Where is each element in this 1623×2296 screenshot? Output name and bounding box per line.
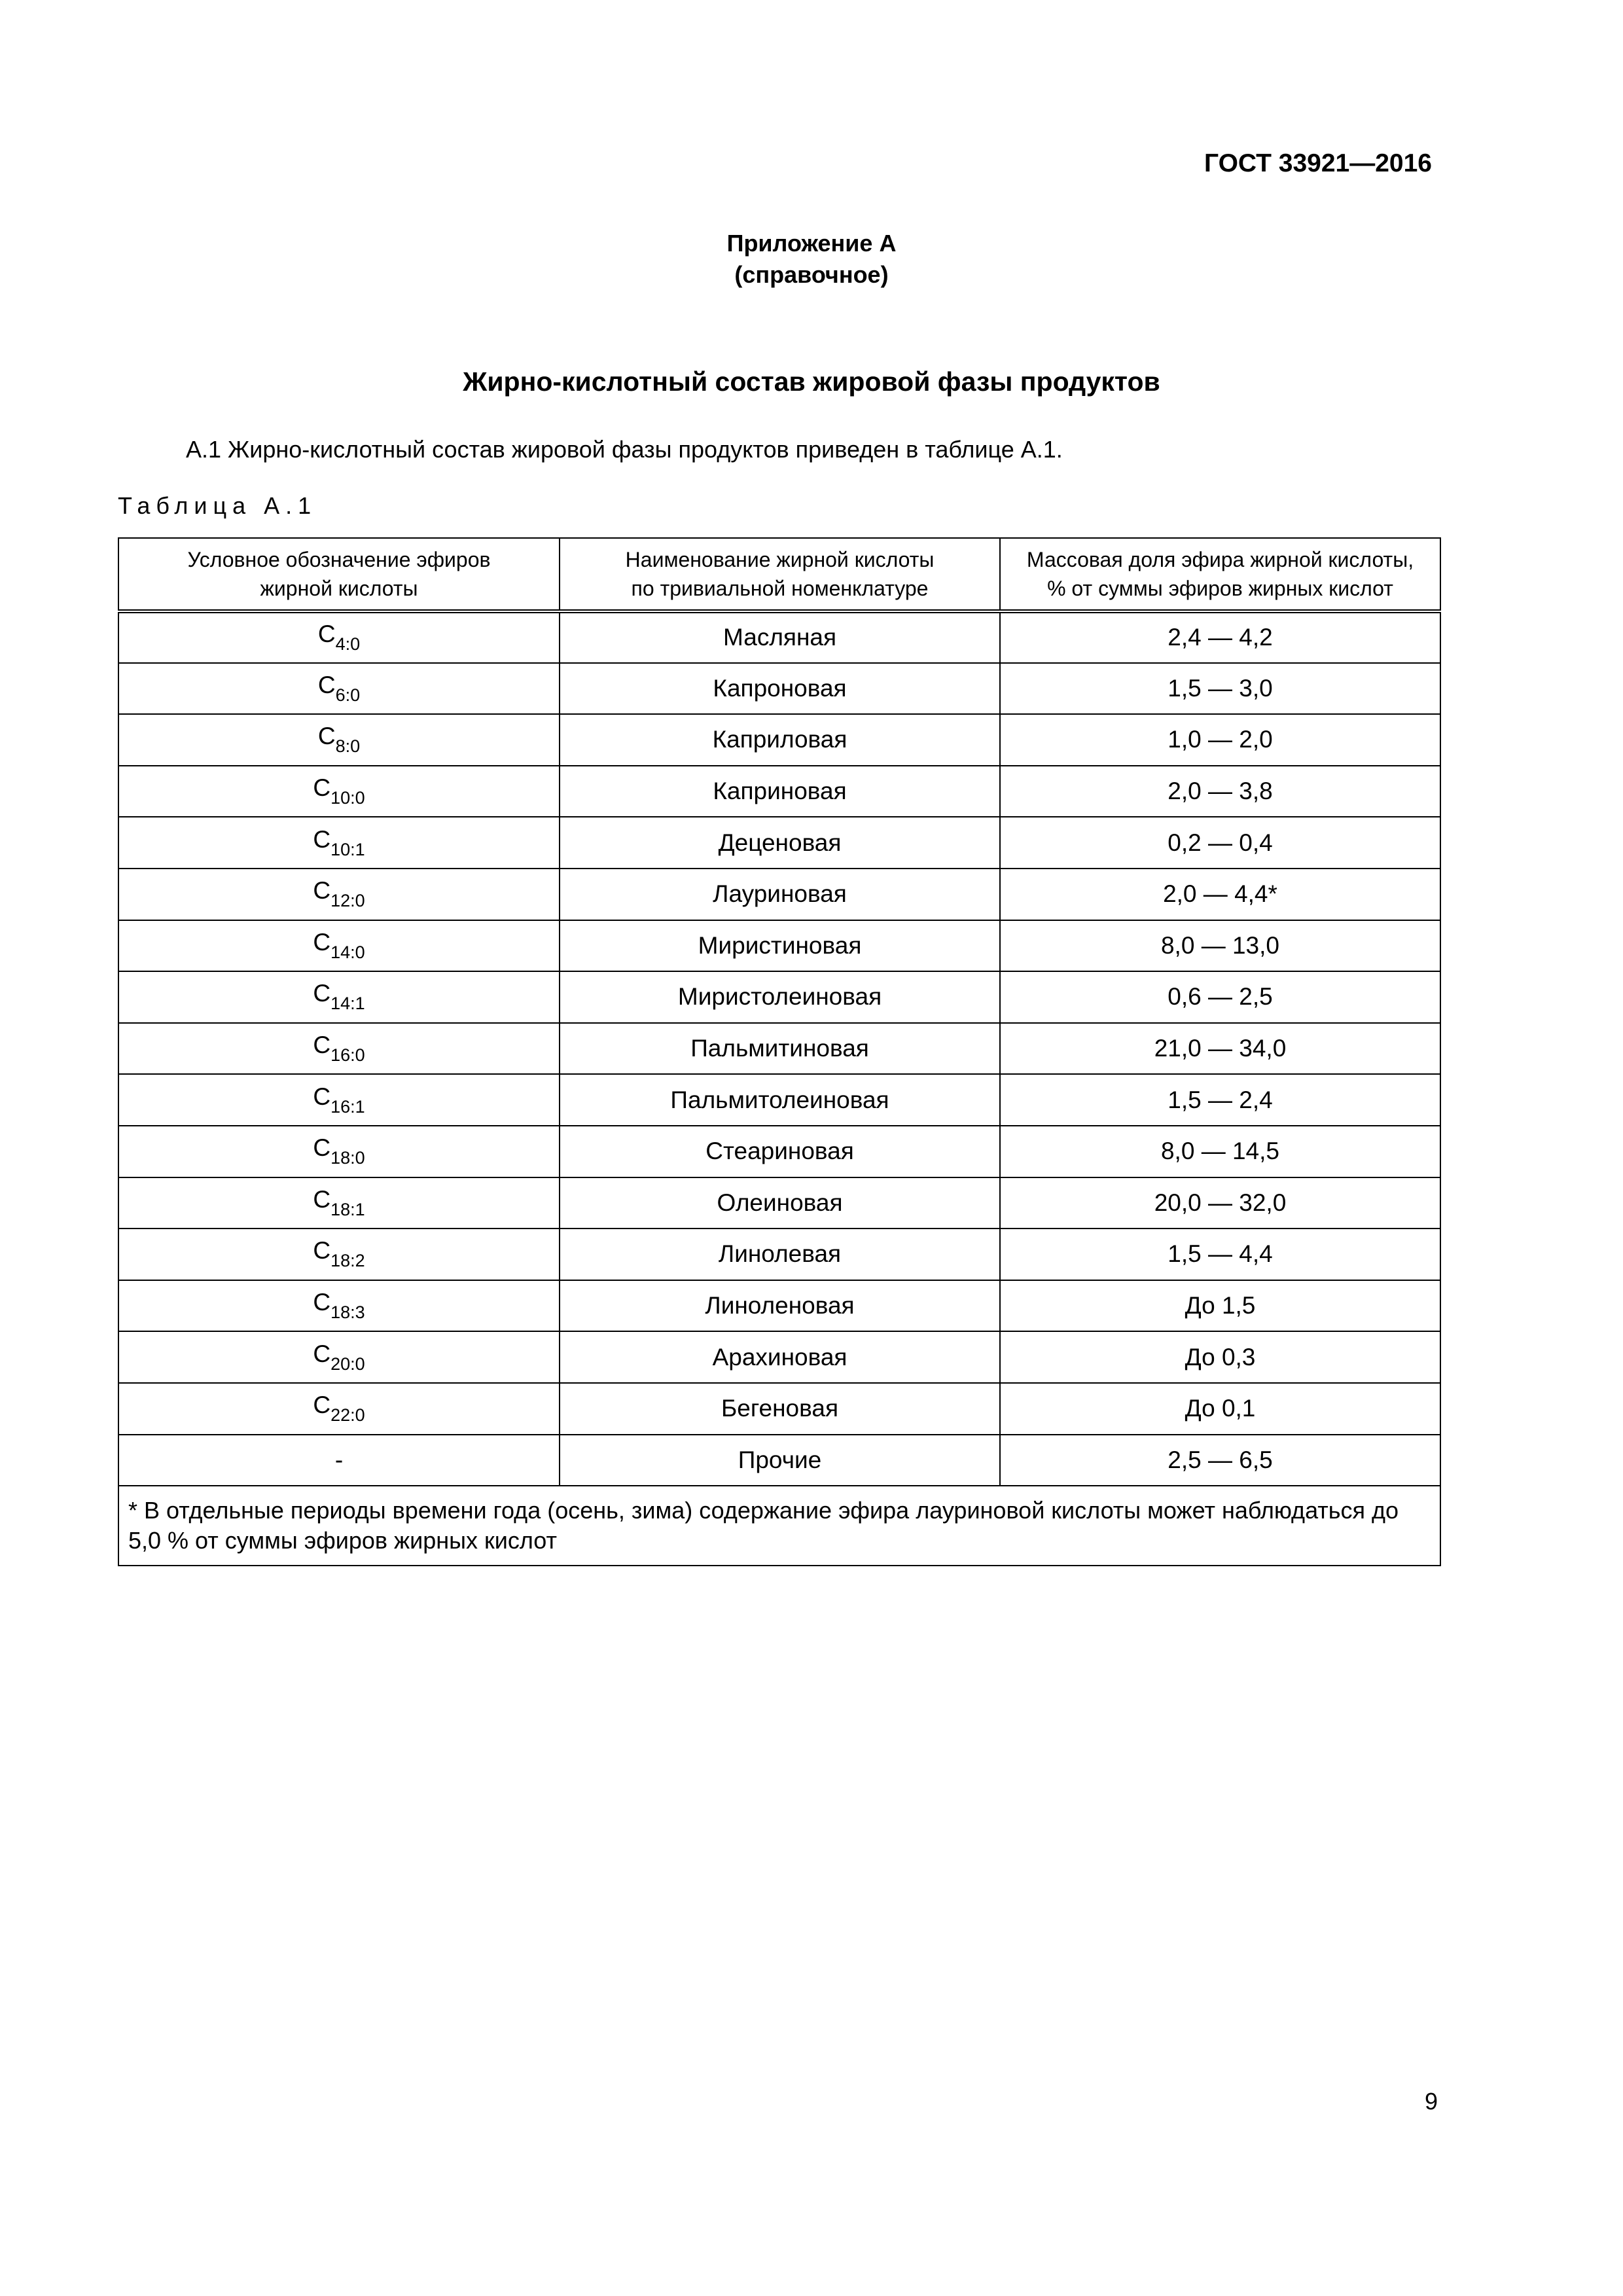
acid-code-cell <box>118 611 560 663</box>
mass-fraction-cell: 1,5 — 3,0 <box>1000 663 1440 715</box>
document-code: ГОСТ 33921—2016 <box>1204 149 1432 177</box>
acid-code-cell <box>118 1074 560 1126</box>
acid-code: С <box>313 1185 331 1213</box>
column-header-line: Наименование жирной кислоты <box>625 548 935 571</box>
acid-code: С <box>313 774 331 802</box>
acid-code-subscript: 16:0 <box>330 1045 365 1066</box>
column-header-line: по тривиальной номенклатуре <box>631 577 929 600</box>
table-row <box>118 1074 1440 1126</box>
acid-code-subscript: 4:0 <box>335 634 361 655</box>
acid-code: С <box>313 1031 331 1059</box>
acid-code-subscript: 18:2 <box>330 1251 365 1271</box>
acid-code: С <box>313 1237 331 1265</box>
acid-code: С <box>313 877 331 905</box>
appendix-title: Приложение А <box>726 230 897 257</box>
acid-code-subscript: 10:1 <box>330 839 365 859</box>
table-footnote-row <box>118 1486 1440 1566</box>
column-header-line: жирной кислоты <box>260 577 418 600</box>
acid-code: С <box>317 671 336 698</box>
acid-code: С <box>317 723 336 750</box>
table-row <box>118 714 1440 766</box>
section-title: Жирно-кислотный состав жировой фазы продуктов <box>463 367 1160 397</box>
table-header-row <box>118 538 1440 611</box>
appendix-subtitle: (справочное) <box>734 261 889 288</box>
mass-fraction-cell: 2,0 — 3,8 <box>1000 766 1440 817</box>
mass-fraction-cell: 2,4 — 4,2 <box>1000 611 1440 663</box>
mass-fraction-cell: 2,0 — 4,4* <box>1000 869 1440 920</box>
acid-code-cell <box>118 817 560 869</box>
table-row <box>118 920 1440 972</box>
acid-code-cell <box>118 1383 560 1435</box>
acid-code-subscript: 14:1 <box>330 994 365 1014</box>
acid-code-subscript: 18:0 <box>330 1148 365 1168</box>
acid-code-cell <box>118 663 560 715</box>
acid-name-cell: Прочие <box>560 1435 1000 1486</box>
column-header-line: % от суммы эфиров жирных кислот <box>1047 577 1393 600</box>
table-row <box>118 1435 1440 1486</box>
table-row <box>118 611 1440 663</box>
table-row <box>118 663 1440 715</box>
appendix-heading <box>0 228 1623 291</box>
table-caption: Таблица А.1 <box>118 492 317 519</box>
acid-name-cell: Бегеновая <box>560 1383 1000 1435</box>
acid-name-cell: Деценовая <box>560 817 1000 869</box>
table-row <box>118 1177 1440 1229</box>
acid-name-cell: Лауриновая <box>560 869 1000 920</box>
acid-name-cell: Линоленовая <box>560 1280 1000 1332</box>
acid-code-cell <box>118 766 560 817</box>
acid-code: С <box>313 928 331 956</box>
column-header-value <box>1000 538 1440 611</box>
page-number: 9 <box>1424 2088 1438 2115</box>
table-row <box>118 971 1440 1023</box>
mass-fraction-cell: 1,0 — 2,0 <box>1000 714 1440 766</box>
table-row <box>118 1280 1440 1332</box>
acid-code: С <box>313 1083 331 1110</box>
column-header-line: Массовая доля эфира жирной кислоты, <box>1026 548 1414 571</box>
acid-code-cell <box>118 1229 560 1280</box>
acid-name-cell: Миристиновая <box>560 920 1000 972</box>
acid-code: С <box>313 980 331 1007</box>
table-row <box>118 1383 1440 1435</box>
acid-name-cell: Каприловая <box>560 714 1000 766</box>
acid-name-cell: Стеариновая <box>560 1126 1000 1177</box>
mass-fraction-cell: 0,2 — 0,4 <box>1000 817 1440 869</box>
acid-code: С <box>313 1134 331 1162</box>
column-header-line: Условное обозначение эфиров <box>187 548 491 571</box>
column-header-code <box>118 538 560 611</box>
acid-code-cell <box>118 869 560 920</box>
acid-code: С <box>313 1391 331 1419</box>
acid-code-subscript: 22:0 <box>330 1405 365 1426</box>
acid-code-cell <box>118 971 560 1023</box>
mass-fraction-cell: До 0,1 <box>1000 1383 1440 1435</box>
acid-code-subscript: 20:0 <box>330 1354 365 1374</box>
acid-code: С <box>313 1289 331 1316</box>
acid-code-subscript: 14:0 <box>330 942 365 962</box>
acid-name-cell: Каприновая <box>560 766 1000 817</box>
acid-code-cell <box>118 1126 560 1177</box>
mass-fraction-cell: 8,0 — 14,5 <box>1000 1126 1440 1177</box>
table-row <box>118 869 1440 920</box>
acid-name-cell: Олеиновая <box>560 1177 1000 1229</box>
table-row <box>118 1023 1440 1075</box>
acid-code-cell <box>118 1023 560 1075</box>
acid-code-cell <box>118 714 560 766</box>
acid-code: - <box>334 1446 344 1473</box>
acid-code-subscript: 10:0 <box>330 788 365 808</box>
acid-code-subscript: 18:3 <box>330 1302 365 1323</box>
acid-code-subscript: 18:1 <box>330 1199 365 1219</box>
acid-name-cell: Капроновая <box>560 663 1000 715</box>
mass-fraction-cell: 8,0 — 13,0 <box>1000 920 1440 972</box>
mass-fraction-cell: До 0,3 <box>1000 1331 1440 1383</box>
mass-fraction-cell: 1,5 — 4,4 <box>1000 1229 1440 1280</box>
table-footnote: * В отдельные периоды времени года (осень, зима) содержание эфира лауриновой кислоты может наблюдаться до 5,0 % от суммы эфиров жирных кислот <box>118 1486 1440 1566</box>
acid-code-cell <box>118 1177 560 1229</box>
acid-code-cell <box>118 920 560 972</box>
acid-code: С <box>313 825 331 853</box>
fatty-acid-table <box>118 537 1441 1566</box>
acid-name-cell: Пальмитолеиновая <box>560 1074 1000 1126</box>
acid-code-cell <box>118 1280 560 1332</box>
table-row <box>118 1229 1440 1280</box>
mass-fraction-cell: 2,5 — 6,5 <box>1000 1435 1440 1486</box>
acid-code: С <box>317 620 336 648</box>
table-row <box>118 817 1440 869</box>
acid-name-cell: Арахиновая <box>560 1331 1000 1383</box>
acid-name-cell: Масляная <box>560 611 1000 663</box>
acid-code-cell <box>118 1435 560 1486</box>
mass-fraction-cell: До 1,5 <box>1000 1280 1440 1332</box>
table-row <box>118 766 1440 817</box>
acid-code-subscript: 12:0 <box>330 891 365 911</box>
acid-name-cell: Миристолеиновая <box>560 971 1000 1023</box>
acid-code-subscript: 16:1 <box>330 1096 365 1117</box>
mass-fraction-cell: 21,0 — 34,0 <box>1000 1023 1440 1075</box>
acid-code-subscript: 6:0 <box>335 685 361 705</box>
intro-paragraph: А.1 Жирно-кислотный состав жировой фазы продуктов приведен в таблице А.1. <box>186 436 1063 463</box>
mass-fraction-cell: 0,6 — 2,5 <box>1000 971 1440 1023</box>
mass-fraction-cell: 1,5 — 2,4 <box>1000 1074 1440 1126</box>
mass-fraction-cell: 20,0 — 32,0 <box>1000 1177 1440 1229</box>
table-row <box>118 1126 1440 1177</box>
acid-code-subscript: 8:0 <box>335 736 361 757</box>
table-row <box>118 1331 1440 1383</box>
acid-code: С <box>313 1340 331 1367</box>
column-header-name <box>560 538 1000 611</box>
acid-code-cell <box>118 1331 560 1383</box>
acid-name-cell: Линолевая <box>560 1229 1000 1280</box>
acid-name-cell: Пальмитиновая <box>560 1023 1000 1075</box>
